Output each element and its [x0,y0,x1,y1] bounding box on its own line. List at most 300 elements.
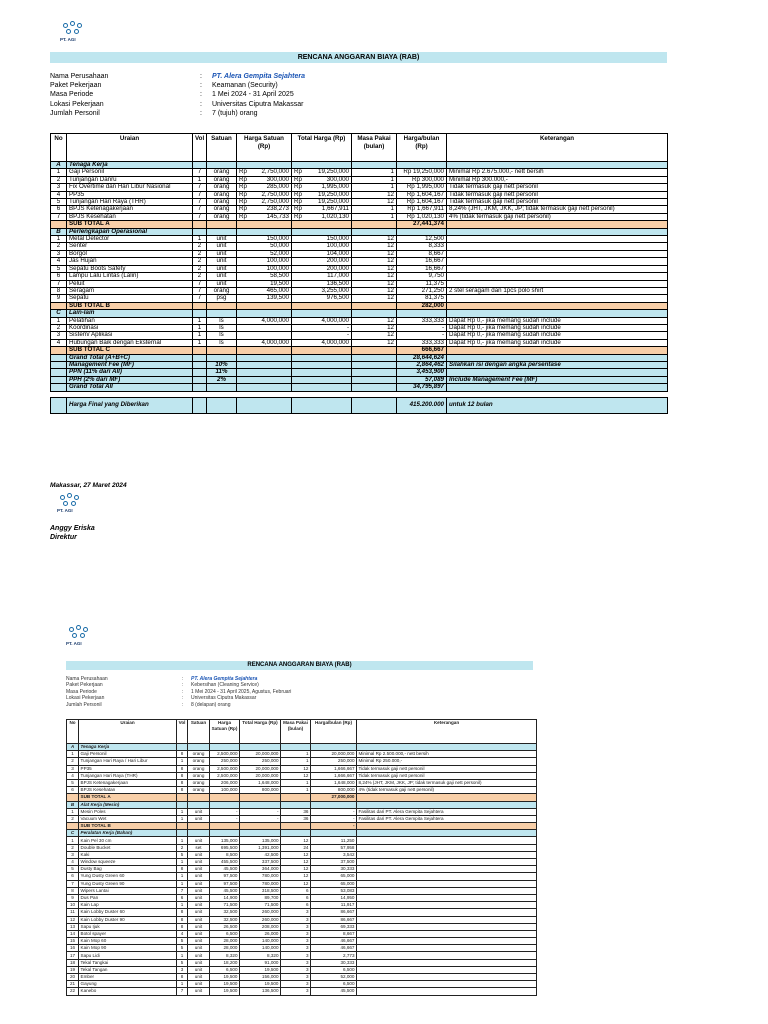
table-cell [210,801,240,808]
cell-masa-pakai: 12 [352,295,397,302]
table-cell: Minimal Rp 2.500.000,- nett bersih [357,751,537,758]
currency-label: Rp [294,191,302,198]
table-cell: BPJS Kesehatan [79,787,177,794]
info-colon: : [182,701,184,708]
table-cell: 19 [67,966,79,973]
cell-total-harga [292,169,352,176]
table-cell: unit [188,880,210,887]
table-cell: BPJS Ketenagakerjaan [79,779,177,786]
table-row [51,280,668,287]
table-cell: Kaki [79,851,177,858]
cell-harga-bulan: - [397,332,447,339]
table-cell [357,894,537,901]
signature-place-date: Makassar, 27 Maret 2024 [50,482,127,489]
cell-no: 4 [51,191,67,198]
header-vol: Vol [193,134,207,162]
table-cell [67,823,79,830]
cell-satuan [207,221,237,228]
cell-total-harga [292,347,352,354]
cell-total-harga [292,397,352,413]
final-row [51,397,668,413]
currency-label: Rp [294,198,302,206]
cell-uraian: Lampu Lalu Lintas (Lalin) [67,273,193,280]
table-row [51,273,668,280]
rab-table-page2 [66,719,537,996]
table-cell: 4% (tidak termasuk gaji nett personil) [357,787,537,794]
table-row [67,952,537,959]
cell-harga-satuan [237,258,292,265]
total-harga-value: 19,250,000 [318,191,349,198]
cell-harga-bulan: Rp 19,250,000 [397,169,447,176]
table-cell: - [311,808,357,815]
cell-satuan: orang [207,184,237,191]
table-cell: 19,500 [210,981,240,988]
cell-vol: 1 [193,332,207,339]
table-row [67,779,537,786]
table-cell [188,830,210,837]
cell-no: 2 [51,324,67,331]
table-cell [210,794,240,801]
table-cell: 8 [177,916,188,923]
cell-harga-bulan: 27,441,374 [397,221,447,228]
cell-keterangan: 2 stel seragam dan 1pcs polo shirt [447,287,668,294]
currency-label: Rp [294,176,302,183]
table-cell [210,830,240,837]
cell-satuan: unit [207,265,237,272]
table-cell [357,873,537,880]
table-cell: 6,500 [210,966,240,973]
table-cell [210,823,240,830]
cell-total-harga [292,162,352,169]
table-cell: 30,333 [311,959,357,966]
table-cell: 5 [67,779,79,786]
table-cell [357,794,537,801]
table-cell: 32,500 [210,909,240,916]
header-cell: Uraian [79,720,177,744]
table-cell: unit [188,945,210,952]
table-cell: SUB TOTAL A [79,794,177,801]
cell-vol: 1 [193,324,207,331]
table-cell: 1 [67,837,79,844]
cell-harga-satuan [237,221,292,228]
table-cell: 8 [177,772,188,779]
cell-keterangan [447,354,668,361]
table-cell: 5 [67,866,79,873]
table-cell: 45,500 [311,988,357,995]
table-cell: 6 [67,787,79,794]
cell-keterangan: Dapat Rp 0,- jika memang sudah include [447,332,668,339]
table-cell: 6 [281,902,311,909]
header-cell: Keterangan [357,720,537,744]
table-cell: Double Bucket [79,844,177,851]
cell-masa-pakai [352,310,397,317]
table-row [67,866,537,873]
table-cell: 10 [67,902,79,909]
cell-uraian: Borgol [67,250,193,257]
info-value: 8 (delapan) orang [191,701,231,708]
cell-satuan: ls [207,324,237,331]
cell-harga-bulan: 666,667 [397,347,447,354]
cell-masa-pakai: 12 [352,199,397,206]
table-cell [357,823,537,830]
table-cell: 100,000 [210,787,240,794]
info-row [50,72,305,81]
header-total-harga: Total Harga (Rp) [292,134,352,162]
table-row [51,250,668,257]
cell-no: 1 [51,169,67,176]
table-cell: unit [188,916,210,923]
cell-harga-satuan [237,339,292,346]
table-cell: 2,500,000 [210,765,240,772]
currency-label: Rp [239,183,247,191]
table-cell [240,801,281,808]
table-cell: 16 [67,945,79,952]
cell-no: B [51,228,67,235]
table-cell: Window squeeze [79,859,177,866]
table-cell: 1 [177,859,188,866]
cell-masa-pakai: 1 [352,206,397,213]
cell-keterangan: Minimal Rp 2.675.000,- nett bersih [447,169,668,176]
info-colon: : [182,676,184,682]
cell-uraian: Peluit [67,280,193,287]
info-colon: : [200,100,202,108]
cell-uraian: PPH (2% dari MF) [67,376,193,383]
header-harga-satuan: Harga Satuan (Rp) [237,134,292,162]
table-cell: Kain Mop 90 [79,945,177,952]
cell-no [51,347,67,354]
harga-satuan-value: 300,000 [266,176,289,183]
cell-harga-satuan [237,213,292,220]
table-cell: 8,24% (JHT, JKM, JKK, JP; tidak termasuk gaji nett personil) [357,779,537,786]
currency-label: Rp [239,168,247,176]
table-cell [357,830,537,837]
table-cell: Botol spayer [79,930,177,937]
cell-total-harga [292,236,352,243]
cell-masa-pakai: 12 [352,258,397,265]
total-harga-value: 200,000 [326,265,349,272]
table-cell: 1,648,000 [240,779,281,786]
table-cell: A [67,744,79,751]
tot-row [51,354,668,361]
table-row [51,332,668,339]
table-cell: 1 [177,873,188,880]
table-cell: 20 [67,974,79,981]
table-row [51,243,668,250]
cell-keterangan: untuk 12 bulan [447,397,668,413]
table-cell: 208,000 [240,923,281,930]
table-cell: 1 [281,779,311,786]
table-cell: 4 [177,930,188,937]
info-colon: : [200,73,202,80]
table-cell: 8 [177,787,188,794]
table-row [67,923,537,930]
table-cell: unit [188,866,210,873]
company-name: PT. Alera Gempita Sejahtera [212,73,305,80]
table-cell [177,744,188,751]
table-row [67,815,537,822]
cell-harga-bulan [397,310,447,317]
table-cell: Yung Dusty Green 60 [79,873,177,880]
cell-vol [193,310,207,317]
table-cell [357,866,537,873]
sub-row [51,221,668,228]
table-cell: - [210,808,240,815]
cell-harga-satuan [237,206,292,213]
cell-no [51,397,67,413]
table-cell [357,952,537,959]
table-cell: 19,500 [240,981,281,988]
cell-harga-satuan [237,397,292,413]
cell-uraian: Hubungan Baik dengan Eksternal [67,339,193,346]
table-cell: Alat Kerja (Mesin) [79,801,177,808]
cell-harga-bulan [397,162,447,169]
cell-no: 7 [51,280,67,287]
total-harga-value: - [346,331,349,339]
cell-harga-satuan [237,191,292,198]
cell-harga-satuan [237,162,292,169]
table-cell: 4 [67,859,79,866]
table-cell: Gayung [79,981,177,988]
table-cell: Tunjangan Hari Raya (THR) [79,772,177,779]
cell-no: 3 [51,250,67,257]
sub-row [51,302,668,309]
table-cell: 780,000 [240,873,281,880]
table-cell: 46,667 [311,945,357,952]
table-cell: 36 [281,815,311,822]
sec-row [51,162,668,169]
cell-vol [193,376,207,383]
cell-keterangan [447,302,668,309]
info-row [50,81,305,90]
table-cell: 32,500 [210,916,240,923]
cell-satuan: orang [207,213,237,220]
table-cell [357,916,537,923]
cell-uraian: Tunjangan Danru [67,176,193,183]
header-no: No [51,134,67,162]
table-cell: 1 [67,808,79,815]
cell-satuan [207,302,237,309]
cell-keterangan [447,369,668,376]
table-row [67,837,537,844]
table-cell [281,744,311,751]
harga-satuan-value: 238,273 [266,205,289,213]
cell-no: 8 [51,287,67,294]
table-row [67,844,537,851]
cell-uraian: Grand Total (A+B+C) [67,354,193,361]
cell-satuan: unit [207,236,237,243]
table-cell: 8 [177,974,188,981]
table-cell: Kain Pel 30 cm [79,837,177,844]
cell-harga-satuan [237,243,292,250]
cell-satuan [207,162,237,169]
harga-satuan-value: 100,000 [266,257,289,265]
table-cell: 260,000 [240,909,281,916]
cell-harga-bulan: 28,644,624 [397,354,447,361]
table-cell: Dus Pan [79,894,177,901]
table-cell: orang [188,758,210,765]
info-label: Lokasi Pekerjaan [66,695,105,702]
cell-uraian: Senter [67,243,193,250]
currency-label: Rp [239,213,247,220]
header-cell: Harga Satuan (Rp) [210,720,240,744]
cell-satuan: ls [207,317,237,324]
table-cell: 13 [67,923,79,930]
table-cell: 42,500 [240,851,281,858]
table-cell [357,902,537,909]
table-cell: 1 [177,808,188,815]
total-harga-value: 104,000 [326,250,349,257]
cell-total-harga [292,265,352,272]
table-cell: Fasilitas dari PT. Alera Gempita Sejahtera [357,808,537,815]
info-colon: : [200,82,202,90]
table-cell: 19,500 [240,966,281,973]
cell-harga-satuan [237,310,292,317]
table-cell: unit [188,974,210,981]
cell-harga-satuan [237,228,292,235]
cell-satuan: unit [207,250,237,257]
cell-vol: 7 [193,295,207,302]
table-cell: 11 [67,909,79,916]
table-row [67,959,537,966]
total-harga-value: - [346,324,349,331]
cell-uraian: Fix Overtime dan Hari Libur Nasional [67,184,193,191]
cell-total-harga [292,206,352,213]
table-cell: 136,500 [240,988,281,995]
table-cell: 3 [281,945,311,952]
table-row [51,236,668,243]
table-cell: 7 [177,988,188,995]
table-row [51,265,668,272]
cell-harga-bulan: Rp 1,020,130 [397,213,447,220]
table-cell: 1 [67,751,79,758]
cell-satuan: unit [207,280,237,287]
cell-harga-satuan [237,265,292,272]
cell-no: 3 [51,184,67,191]
cell-total-harga [292,273,352,280]
table-row [51,295,668,302]
table-cell [357,880,537,887]
cell-harga-bulan: 415.200.000 [397,397,447,413]
table-cell: 12 [281,866,311,873]
cell-keterangan [447,162,668,169]
table-cell: orang [188,751,210,758]
table-cell: unit [188,923,210,930]
cell-uraian: Grand Total All [67,384,193,391]
cell-no: 3 [51,332,67,339]
table-cell: 6 [281,887,311,894]
cell-harga-bulan: 9,750 [397,273,447,280]
table-cell: 135,000 [210,837,240,844]
info-colon: : [200,109,202,117]
table-cell: 3 [177,966,188,973]
currency-label: Rp [294,168,302,176]
cell-no: 5 [51,265,67,272]
cell-harga-bulan: 11,375 [397,280,447,287]
table-cell: - [311,823,357,830]
table-row [51,317,668,324]
cell-vol: 2 [193,265,207,272]
signature-logo-caption: PT. AGI [57,508,73,513]
cell-uraian: SUB TOTAL A [67,221,193,228]
cell-satuan [207,354,237,361]
table-cell: 36 [281,808,311,815]
cell-vol: 1 [193,236,207,243]
total-harga-value: 19,250,000 [318,198,349,206]
table-cell: Sapu Ijuk [79,923,177,930]
cell-keterangan [447,221,668,228]
sec-row [51,310,668,317]
cell-masa-pakai: 1 [352,184,397,191]
cell-vol: 7 [193,280,207,287]
table-cell: 1,391,000 [240,844,281,851]
cell-total-harga [292,376,352,383]
table-cell [357,909,537,916]
cell-vol: 2 [193,273,207,280]
cell-vol: 1 [193,317,207,324]
cell-uraian: Sepatu [67,295,193,302]
table-row [67,787,537,794]
table-cell: Tunjangan Hari Raya / Hari Libur [79,758,177,765]
table-cell: 8,500 [210,851,240,858]
info-value: 1 Mei 2024 - 31 April 2025, Agustus, Februari [191,688,292,695]
cell-masa-pakai: 12 [352,236,397,243]
cell-vol [193,162,207,169]
table-row [51,191,668,198]
table-cell: unit [188,952,210,959]
table-row [67,859,537,866]
table-cell: 12 [281,851,311,858]
project-info-page2 [66,676,291,708]
cell-no [51,369,67,376]
table-cell: 37,500 [311,859,357,866]
table-cell [357,744,537,751]
table-cell: 8 [177,923,188,930]
cell-keterangan: Silahkan isi dengan angka persentase [447,361,668,368]
cell-uraian: Seragam [67,287,193,294]
table-cell: 5 [177,851,188,858]
table-cell: SUB TOTAL B [79,823,177,830]
cell-harga-bulan: 2,864,462 [397,361,447,368]
table-cell: 8,667 [311,930,357,937]
table-cell: 46,667 [311,938,357,945]
table-cell: Kain Mop 60 [79,938,177,945]
table-cell: Tekal Tangkai [79,959,177,966]
table-cell: 2,500,000 [210,772,240,779]
cell-satuan: 11% [207,369,237,376]
table-cell [357,945,537,952]
cell-satuan [207,347,237,354]
table-cell [210,744,240,751]
cell-uraian: Management Fee (MF) [67,361,193,368]
cell-masa-pakai [352,397,397,413]
cell-vol [193,397,207,413]
table-cell: 65,000 [311,873,357,880]
table-cell: 695,500 [210,844,240,851]
cell-no: 2 [51,243,67,250]
cell-harga-bulan: Rp 1,995,000 [397,184,447,191]
table-cell [177,801,188,808]
table-cell [311,830,357,837]
table-cell: - [240,808,281,815]
logo-caption: PT. AGI [60,37,76,42]
table-cell: 780,000 [240,880,281,887]
table-cell: 19,500 [210,974,240,981]
info-row [50,109,305,118]
cell-satuan: orang [207,169,237,176]
info-value: 7 (tujuh) orang [212,109,258,117]
cell-masa-pakai: 1 [352,169,397,176]
table-cell: Gaji Personil [79,751,177,758]
